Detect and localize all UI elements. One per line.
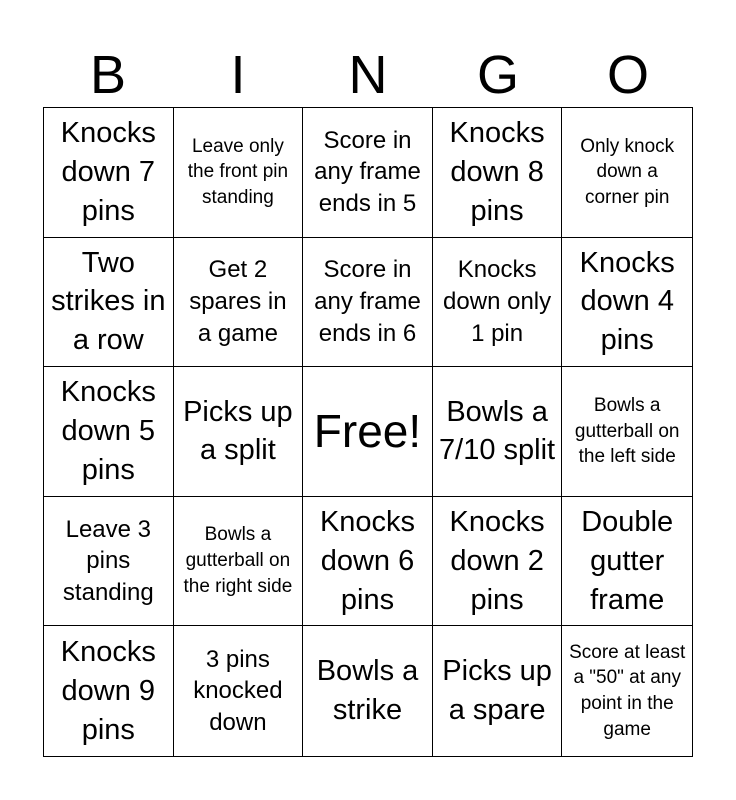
bingo-cell-text: Picks up a split: [183, 395, 293, 467]
bingo-cell-r1-c4[interactable]: [433, 108, 563, 238]
free-space-label: Free!: [313, 404, 422, 457]
bingo-cell-text: Leave only the front pin standing: [187, 135, 289, 209]
bingo-cell-r3-c2[interactable]: [174, 367, 304, 497]
bingo-cell-r5-c1[interactable]: [44, 626, 174, 756]
bingo-cell-text: Knocks down 9 pins: [60, 635, 156, 746]
header-letter-n: N: [348, 45, 388, 105]
bingo-cell-r5-c5[interactable]: [562, 626, 692, 756]
bingo-cell-text: Knocks down 8 pins: [449, 117, 545, 227]
bingo-cell-r4-c1[interactable]: [44, 497, 174, 627]
bingo-cell-text: Leave 3 pins standing: [62, 515, 154, 606]
bingo-cell-text: Only knock down a corner pin: [580, 135, 675, 209]
bingo-cell-text: Double gutter frame: [581, 505, 674, 616]
bingo-cell-text: Two strikes in a row: [51, 246, 166, 357]
bingo-cell-text: Knocks down only 1 pin: [443, 256, 552, 347]
bingo-cell-text: Knocks down 7 pins: [60, 117, 156, 227]
bingo-cell-r4-c5[interactable]: [562, 497, 692, 627]
header-letter-b: B: [89, 45, 127, 105]
bingo-cell-text: Score in any frame ends in 6: [314, 256, 421, 347]
bingo-cell-r5-c4[interactable]: [433, 626, 563, 756]
bingo-cell-text: Knocks down 4 pins: [579, 246, 675, 357]
bingo-cell-r5-c2[interactable]: [174, 626, 304, 756]
bingo-cell-r3-c4[interactable]: [433, 367, 563, 497]
header-letter-g: G: [476, 45, 519, 105]
bingo-cell-r1-c2[interactable]: [174, 108, 304, 238]
bingo-cell-r2-c3[interactable]: [303, 238, 433, 368]
bingo-cell-text: Bowls a strike: [316, 655, 419, 727]
bingo-cell-text: Knocks down 5 pins: [60, 376, 156, 486]
bingo-cell-r2-c1[interactable]: [44, 238, 174, 368]
bingo-cell-text: Score at least a "50" at any point in the game: [569, 641, 686, 741]
bingo-cell-text: Knocks down 2 pins: [449, 505, 545, 616]
bingo-cell-r3-c1[interactable]: [44, 367, 174, 497]
header-letter-i: I: [230, 45, 246, 105]
bingo-cell-text: Knocks down 6 pins: [319, 505, 416, 616]
bingo-grid: [43, 107, 693, 757]
bingo-cell-r1-c1[interactable]: [44, 108, 174, 238]
bingo-cell-r5-c3[interactable]: [303, 626, 433, 756]
bingo-cell-text: Bowls a 7/10 split: [439, 395, 556, 467]
bingo-cell-r2-c2[interactable]: [174, 238, 304, 368]
bingo-cell-r4-c2[interactable]: [174, 497, 304, 627]
bingo-cell-r1-c3[interactable]: [303, 108, 433, 238]
bingo-cell-text: Bowls a gutterball on the right side: [183, 524, 293, 597]
bingo-cell-text: 3 pins knocked down: [193, 645, 283, 737]
bingo-cell-r1-c5[interactable]: [562, 108, 692, 238]
bingo-cell-text: Get 2 spares in a game: [189, 256, 287, 347]
bingo-cell-r3-c5[interactable]: [562, 367, 692, 497]
bingo-cell-text: Picks up a spare: [442, 655, 552, 727]
bingo-cell-r4-c3[interactable]: [303, 497, 433, 627]
bingo-cell-text: Bowls a gutterball on the left side: [574, 394, 680, 468]
header-letter-o: O: [606, 45, 649, 105]
bingo-cell-r2-c5[interactable]: [562, 238, 692, 368]
bingo-header: [43, 44, 693, 106]
bingo-cell-text: Score in any frame ends in 5: [314, 126, 421, 218]
bingo-cell-r4-c4[interactable]: [433, 497, 563, 627]
bingo-free-space[interactable]: [303, 367, 433, 497]
bingo-cell-r2-c4[interactable]: [433, 238, 563, 368]
